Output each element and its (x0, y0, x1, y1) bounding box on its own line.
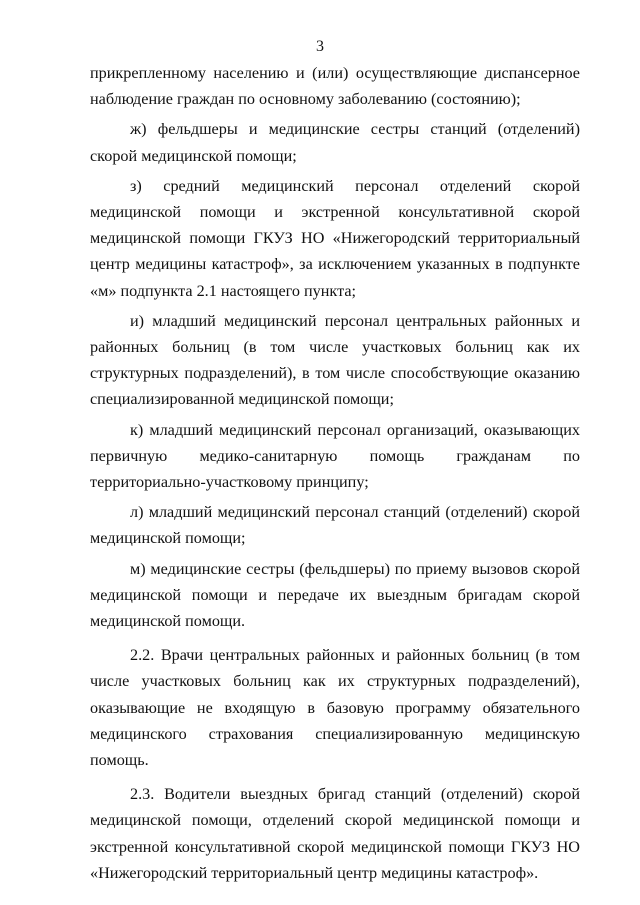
paragraph-item-i: и) младший медицинский персонал центральных районных и районных больниц (в том числе участковых больниц как их структурных подразделений), в том числе способствующие оказанию специализированной медицинской помощи; (90, 311, 580, 409)
paragraph-2-3: 2.3. Водители выездных бригад станций (отделений) скорой медицинской помощи, отделений скорой медицинской помощи и экстренной консультативной скорой медицинской помощи ГКУЗ НО «Нижегородский территориальный центр медицины катастроф». (90, 785, 580, 882)
paragraph-item-z: з) средний медицинский персонал отделений скорой медицинской помощи и экстренной консультативной скорой медицинской помощи ГКУЗ НО «Нижегородский территориальный центр медицины катастроф», за исключением указанных в подпункте «м» подпункта 2.1 настоящего пункта; (90, 176, 580, 300)
paragraph-item-m: м) медицинские сестры (фельдшеры) по приему вызовов скорой медицинской помощи и передаче их выездным бригадам скорой медицинской помощи. (90, 559, 580, 631)
document-body (90, 60, 580, 886)
page-number: 3 (316, 38, 324, 55)
paragraph-item-k: к) младший медицинский персонал организаций, оказывающих первичную медико-санитарную помощь гражданам по территориально-участковому принципу; (90, 420, 580, 492)
paragraph-item-l: л) младший медицинский персонал станций (отделений) скорой медицинской помощи; (90, 503, 580, 548)
paragraph-item-zh: ж) фельдшеры и медицинские сестры станций (отделений) скорой медицинской помощи; (90, 120, 580, 165)
paragraph-2-2: 2.2. Врачи центральных районных и районных больниц (в том числе участковых больниц как их структурных подразделений), оказывающие не входящую в базовую программу обязательного медицинского страхования специализированную медицинскую помощь. (90, 646, 580, 770)
paragraph-continuation: прикрепленному населению и (или) осуществляющие диспансерное наблюдение граждан по основному заболеванию (состоянию); (90, 64, 580, 109)
